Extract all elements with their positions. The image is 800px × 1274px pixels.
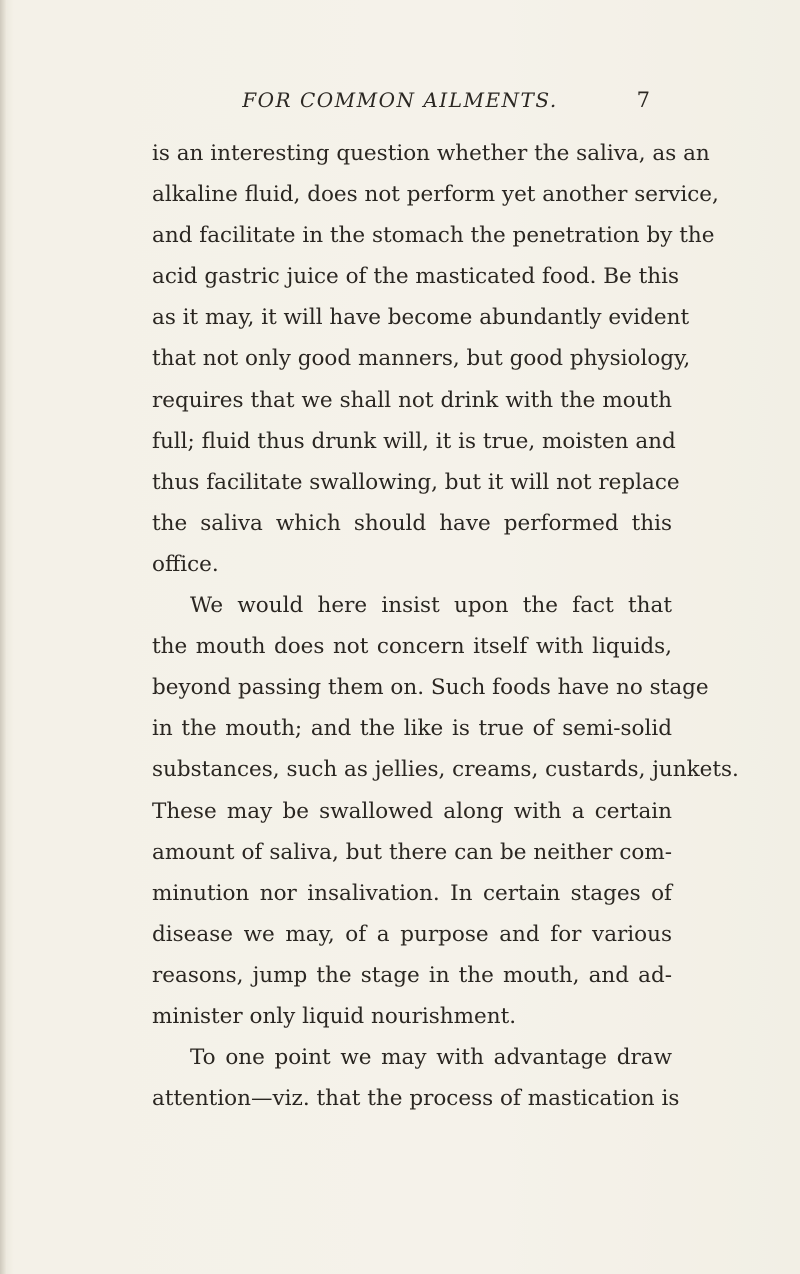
text-line: reasons, jump the stage in the mouth, and ad- [152,962,672,988]
text-line: in the mouth; and the like is true of semi-solid [152,716,672,742]
text-line: requires that we shall not drink with the mouth [152,387,672,413]
text-line: as it may, it will have become abundantly evident [152,305,690,331]
text-line: These may be swallowed along with a certain [152,798,672,824]
text-line: attention—viz. that the process of mastication is [152,1086,680,1112]
body-text [152,133,739,1119]
text-line: is an interesting question whether the saliva, as an [152,141,710,166]
page-number: 7 [636,88,650,112]
text-line: We would here insist upon the fact that [190,593,672,619]
text-line: substances, such as jellies, creams, custards, junkets. [152,757,739,783]
text-line: the mouth does not concern itself with liquids, [152,634,672,660]
text-line: amount of saliva, but there can be neither com- [152,839,672,865]
text-line: and facilitate in the stomach the penetration by the [152,223,715,249]
page-edge [0,0,6,1274]
text-line: minister only liquid nourishment. [152,1003,517,1029]
text-line: that not only good manners, but good physiology, [152,346,691,372]
text-line: full; fluid thus drunk will, it is true, moisten and [152,428,676,454]
text-line: thus facilitate swallowing, but it will not replace [152,469,680,495]
text-line: minution nor insalivation. In certain stages of [152,880,672,906]
text-line: disease we may, of a purpose and for various [152,921,672,947]
page-header [0,88,800,118]
text-line: beyond passing them on. Such foods have no stage [152,675,709,701]
text-line: the saliva which should have performed this [152,510,672,536]
text-line: alkaline fluid, does not perform yet another service, [152,182,719,208]
text-line: office. [152,551,219,577]
text-line: acid gastric juice of the masticated food. Be this [152,264,679,290]
running-head: FOR COMMON AILMENTS. [242,88,558,112]
text-line: To one point we may with advantage draw [190,1045,672,1071]
